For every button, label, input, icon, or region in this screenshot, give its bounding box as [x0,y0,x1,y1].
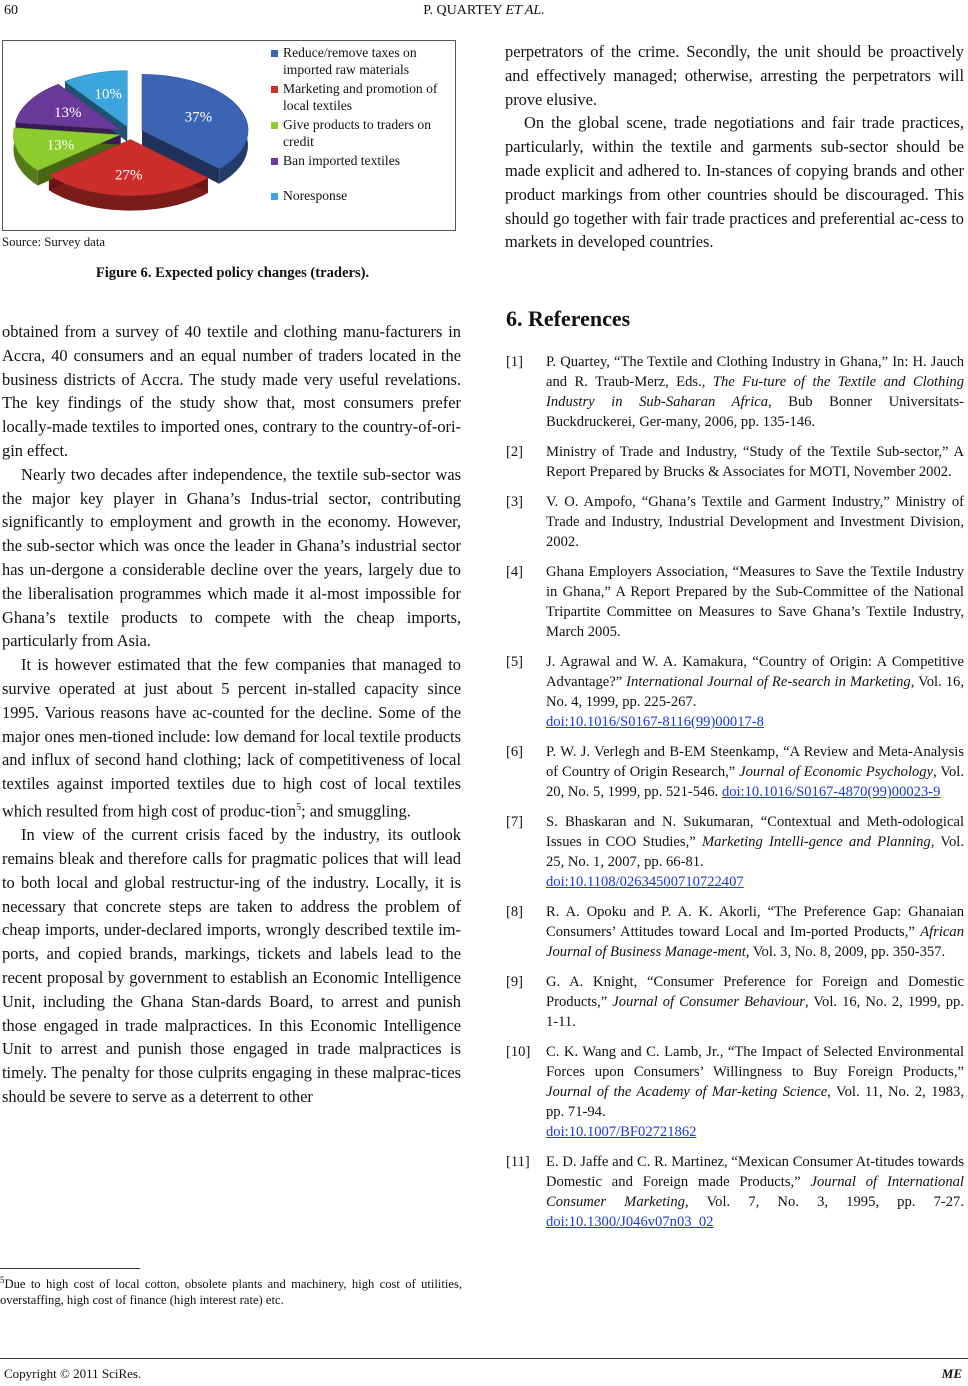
reference-item [506,902,964,962]
paragraph: perpetrators of the crime. Secondly, the unit should be proactively and effectively managed; otherwise, arresting the perpetrators will prove elusive. [505,42,964,109]
reference-source-title: African Journal of Business Manage-ment [546,924,964,960]
reference-source-title: Journal of Consumer Behaviour [612,994,805,1010]
legend-item [271,117,453,150]
footnote-number: 5 [0,1275,5,1285]
reference-text [546,444,964,480]
reference-text [546,1044,964,1140]
doi-link[interactable]: doi:10.1016/S0167-4870(99)00023-9 [721,784,941,800]
reference-number: [10] [506,1044,531,1060]
reference-item [506,652,964,732]
reference-text [546,564,964,640]
legend-swatch [271,122,278,129]
legend-label: Ban imported textiles [283,153,401,168]
copyright: Copyright © 2011 SciRes. [4,1366,142,1381]
doi-link[interactable]: doi:10.1300/J046v07n03_02 [546,1214,714,1230]
paragraph [2,653,461,823]
paragraph-tail: ; and smuggling. [301,801,411,821]
footer-rule [0,1358,968,1359]
doi-link[interactable]: doi:10.1016/S0167-8116(99)00017-8 [546,714,764,730]
left-column-text [2,320,461,1109]
reference-item [506,352,964,432]
reference-source-title: International Journal of Re-search in Marketing [626,674,911,690]
reference-text [546,654,964,730]
reference-text [546,904,964,960]
reference-main: C. K. Wang and C. Lamb, Jr., “The Impact of Selected Environmental Forces upon Consumers’ Willingness to Buy Foreign Products,” [546,1044,964,1080]
reference-source-title: The Fu-ture of the Textile and Clothing Industry in Sub-Saharan Africa [546,374,964,410]
reference-source-title: Journal of Economic Psychology [739,764,934,780]
reference-details: , Vol. 11, No. 2, 1983, pp. 71-94. [546,1084,964,1120]
legend-label: Reduce/remove taxes on imported raw materials [283,45,417,77]
reference-main: R. A. Opoku and P. A. K. Akorli, “The Preference Gap: Ghanaian Consumers’ Attitudes toward Local and Im-ported Products,” [546,904,964,940]
chart-legend [271,45,453,207]
legend-item [271,45,453,78]
reference-main: E. D. Jaffe and C. R. Martinez, “Mexican Consumer At-titudes towards Domestic and Foreign made Products,” [546,1154,964,1190]
reference-item [506,492,964,552]
pie-data-label: 13% [54,104,82,121]
pie-chart [3,41,268,230]
reference-details: , Vol. 25, No. 1, 2007, pp. 66-81. [546,834,964,870]
footnote [0,1272,462,1308]
reference-number: [1] [506,354,524,370]
figure-caption: Figure 6. Expected policy changes (traders). [95,265,370,281]
reference-text [546,974,964,1030]
paragraph: Nearly two decades after independence, the textile sub-sector was the major key player in Ghana’s Indus-trial sector, contributing significantly to employment and growth in the economy. However, the sub-sector which was once the leader in Ghana’s industrial sector has un-dergone a considerable decline over the years, largely due to the liberalisation programmes which made it al-most impossible for Ghana’s textile products to compete with the cheap imports, particularly from Asia. [2,464,461,651]
legend-swatch [271,193,278,200]
reference-main: Ministry of Trade and Industry, “Study of the Textile Sub-sector,” A Report Prepared by Brucks & Associates for MOTI, November 2002. [546,444,964,480]
reference-number: [3] [506,494,524,510]
legend-label: Noresponse [283,187,348,203]
reference-main: P. W. J. Verlegh and B-EM Steenkamp, “A Review and Meta-Analysis of Country of Origin Research,” [546,744,964,780]
pie-data-label: 10% [94,86,123,103]
reference-item [506,562,964,642]
reference-item [506,1042,964,1142]
reference-source-title: Journal of International Consumer Marketing [546,1174,964,1210]
reference-main: S. Bhaskaran and N. Sukumaran, “Contextual and Meth-odological Issues in COO Studies,” [546,814,964,850]
reference-item [506,972,964,1032]
reference-details: , Vol. 7, No. 3, 1995, pp. 7-27. [684,1194,964,1210]
legend-item [271,81,453,114]
journal-abbrev: ME [941,1366,962,1381]
legend-label: Give products to traders on credit [283,117,431,149]
doi-link[interactable]: doi:10.1108/02634500710722407 [546,874,744,890]
paragraph: In view of the current crisis faced by the industry, its outlook remains bleak and therefore calls for pragmatic polices that will lead to both local and global restructur-ing of the industry. Locally, it is necessary that concrete steps are taken to address the problem of cheap imports, under-declared imports, wrongly described textile im-ports, and copied brands, markings, tickets and labels lead to the recent proposal by government to establish an Economic Intelligence Unit, including the Ghana Stan-dards Board, to arrest and punish those engaged in trade malpractices. In this Economic Intelligence Unit to arrest and punish those engaged in trade malpractices is timely. The penalty for those culprits engaging in these malprac-tices should be severe to serve as a deterrent to other [2,825,461,1106]
reference-text [546,814,964,890]
pie-data-label: 37% [184,109,213,126]
reference-text [546,494,964,550]
reference-item [506,442,964,482]
footnote-rule [0,1268,140,1269]
figure-6-chart [2,40,456,231]
reference-main: Ghana Employers Association, “Measures to Save the Textile Industry in Ghana,” A Report Prepared by the Sub-Committee of the National Tripartite Committee on Measures to Save Ghana’s Textile Industry, March 2005. [546,564,964,640]
legend-item [271,153,453,170]
footnote-marker: 5 [296,801,302,813]
reference-main: G. A. Knight, “Consumer Preference for Foreign and Domestic Products,” [546,974,964,1010]
reference-item [506,812,964,892]
legend-swatch [271,158,278,165]
running-title [0,3,968,19]
reference-details: , Vol. 20, No. 5, 1999, pp. 521-546. [546,764,964,800]
reference-main: P. Quartey, “The Textile and Clothing Industry in Ghana,” In: H. Jauch and R. Traub-Merz, Eds., [546,354,964,390]
reference-main: V. O. Ampofo, “Ghana’s Textile and Garment Industry,” Ministry of Trade and Industry, Industrial Development and Investment Division, 2002. [546,494,964,550]
pie-data-label: 27% [114,167,143,184]
reference-text [546,744,964,800]
reference-main: J. Agrawal and W. A. Kamakura, “Country of Origin: A Competitive Advantage?” [546,654,964,690]
reference-number: [11] [506,1154,530,1170]
reference-number: [5] [506,654,524,670]
paragraph: obtained from a survey of 40 textile and clothing manu-facturers in Accra, 40 consumers and an equal number of traders located in the business districts of Accra. The study made very useful revelations. The key findings of the study show that, most consumers prefer locally-made textiles to imported ones, contrary to the country-of-ori-gin effect. [2,322,461,460]
reference-details: , Vol. 16, No. 2, 1999, pp. 1-11. [546,994,964,1030]
legend-swatch [271,50,278,57]
reference-number: [2] [506,444,524,460]
pie-data-label: 13% [46,137,75,154]
reference-number: [4] [506,564,524,580]
reference-text [546,1154,964,1230]
paragraph: On the global scene, trade negotiations and fair trade practices, particularly, within the textile and garments sub-sector should be made explicit and adhered to. In-stances of copying brands and other product markings from other countries should be discouraged. This should go together with fair trade practices and preferential ac-cess to markets in developed countries. [505,113,964,252]
running-title-authors: P. QUARTEY [423,3,503,18]
legend-swatch [271,86,278,93]
right-column-text [505,40,964,254]
paragraph-text: It is however estimated that the few companies that managed to survive operated at just about 5 percent in-stalled capacity since 1995. Various reasons have ac-counted for the decline. Some of the major ones men-tioned include: low demand for local textile products and influx of second hand clothing; lack of competitiveness of local textiles against imported textiles due to high cost of local textiles which resulted from high cost of produc-tion [2,655,461,821]
running-title-et-al: ET AL. [505,3,545,18]
reference-source-title: Marketing Intelli-gence and Planning [701,834,931,850]
references-heading: 6. References [506,306,631,331]
reference-number: [6] [506,744,524,760]
reference-number: [9] [506,974,524,990]
legend-label: Marketing and promotion of local textiles [283,81,438,113]
reference-details: , Vol. 3, No. 8, 2009, pp. 350-357. [745,944,946,960]
reference-text [546,354,964,430]
reference-details: , Vol. 16, No. 4, 1999, pp. 225-267. [546,674,964,710]
reference-item [506,1152,964,1232]
reference-source-title: Journal of the Academy of Mar-keting Science [546,1084,828,1100]
reference-details: , Bub Bonner Universitats-Buckdruckerei, Ger-many, 2006, pp. 135-146. [546,394,964,430]
reference-number: [7] [506,814,524,830]
doi-link[interactable]: doi:10.1007/BF02721862 [546,1124,697,1140]
references-list [506,352,964,1242]
footnote-text: Due to high cost of local cotton, obsolete plants and machinery, high cost of utilities, overstaffing, high cost of finance (high interest rate) etc. [0,1277,462,1308]
reference-item [506,742,964,802]
reference-number: [8] [506,904,524,920]
page-number: 60 [4,3,18,18]
figure-source: Source: Survey data [2,235,106,249]
legend-item [271,188,453,205]
